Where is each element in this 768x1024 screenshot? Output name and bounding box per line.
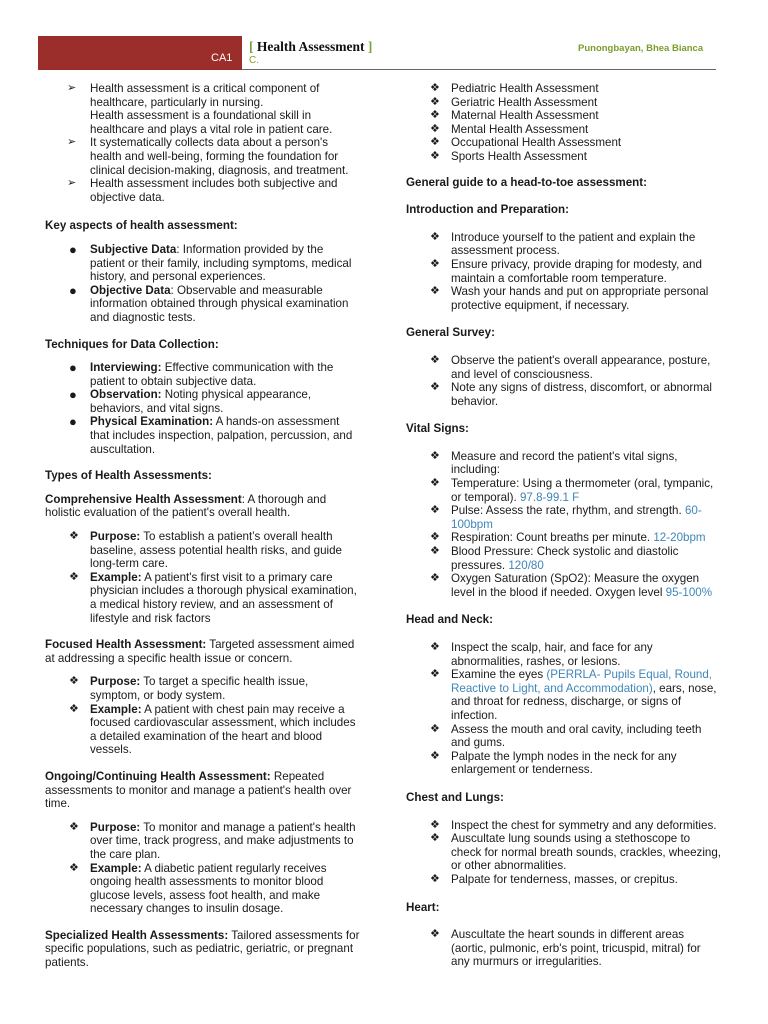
diamond-bullet-icon: ❖ <box>69 675 79 688</box>
list-item: ❖ Temperature: Using a thermometer (oral, tympanic, or temporal). 97.8-99.1 F <box>430 477 714 504</box>
diamond-bullet-icon: ❖ <box>430 122 440 135</box>
document-subtitle: C. <box>249 55 259 66</box>
list-item: ➢ Health assessment is a critical component of healthcare, particularly in nursing. Health assessment is a foundational skill in healthcare and plays a vital role in patient care. <box>67 82 333 136</box>
techniques-list <box>45 361 360 456</box>
diamond-bullet-icon: ❖ <box>430 545 440 558</box>
diamond-bullet-icon: ❖ <box>430 722 440 735</box>
author-name: Punongbayan, Bhea Bianca <box>578 43 704 54</box>
list-item: ❖ Respiration: Count breaths per minute. 12-20bpm <box>430 531 706 545</box>
list-item: ❖ Inspect the chest for symmetry and any deformities. <box>430 818 717 832</box>
arrow-bullet-icon: ➢ <box>67 177 77 190</box>
key-aspects-heading: Key aspects of health assessment: <box>45 219 238 233</box>
title-text: Health Assessment <box>256 39 365 54</box>
intro-list <box>45 82 360 204</box>
list-item: ❖ Pediatric Health Assessment <box>430 82 599 95</box>
list-item: ❖ Geriatric Health Assessment <box>430 95 598 109</box>
list-item: ❖ Blood Pressure: Check systolic and diastolic pressures. 120/80 <box>430 545 679 572</box>
head-neck-heading: Head and Neck: <box>406 613 493 627</box>
dot-bullet-icon: ● <box>69 282 77 298</box>
document-header <box>0 36 768 70</box>
list-item: ● Physical Examination: A hands-on assessment that includes inspection, palpation, percussion, and auscultation. <box>69 414 353 456</box>
pulse-range: 60-100bpm <box>451 504 702 531</box>
list-item: ❖ Measure and record the patient's vital signs, including: <box>430 449 678 477</box>
list-item: ❖ Wash your hands and put on appropriate personal protective equipment, if necessary. <box>430 285 709 312</box>
head-to-toe-heading: General guide to a head-to-toe assessment: <box>406 175 647 189</box>
head-neck-list <box>406 641 722 777</box>
list-item: ● Subjective Data: Information provided by the patient or their family, including symptoms, medical history, and personal experiences. <box>69 241 352 284</box>
list-item: ❖ Purpose: To establish a patient’s overall health baseline, assess potential health risks, and guide long-term care. <box>69 530 342 571</box>
key-aspects-list <box>45 243 360 325</box>
title-bracket-open: [ <box>249 39 254 54</box>
diamond-bullet-icon: ❖ <box>69 861 79 874</box>
diamond-bullet-icon: ❖ <box>430 641 440 653</box>
document-title <box>249 39 372 55</box>
comprehensive-paragraph: Comprehensive Health Assessment: A thorough and holistic evaluation of the patient's overall health. <box>45 492 327 520</box>
perrla-note: (PERRLA- Pupils Equal, Round, Reactive to Light, and Accommodation) <box>451 668 713 695</box>
diamond-bullet-icon: ❖ <box>69 820 79 833</box>
diamond-bullet-icon: ❖ <box>69 530 79 543</box>
diamond-bullet-icon: ❖ <box>430 353 440 366</box>
diamond-bullet-icon: ❖ <box>69 702 79 715</box>
list-item: ❖ Example: A diabetic patient regularly receives ongoing health assessments to monitor blood glucose levels, assess foot health, and make necessary changes to insulin dosage. <box>69 861 327 916</box>
diamond-bullet-icon: ❖ <box>430 136 440 149</box>
dot-bullet-icon: ● <box>69 241 77 257</box>
diamond-bullet-icon: ❖ <box>430 531 440 544</box>
diamond-bullet-icon: ❖ <box>430 477 440 490</box>
dot-bullet-icon: ● <box>69 360 77 376</box>
heart-list <box>406 928 722 969</box>
diamond-bullet-icon: ❖ <box>430 872 440 885</box>
focused-paragraph: Focused Health Assessment: Targeted assessment aimed at addressing a specific health issue or concern. <box>45 638 355 665</box>
list-item: ❖ Purpose: To monitor and manage a patient's health over time, track progress, and make adjustments to the care plan. <box>69 820 356 861</box>
diamond-bullet-icon: ❖ <box>430 109 440 122</box>
diamond-bullet-icon: ❖ <box>430 257 440 270</box>
list-item: ➢ Health assessment includes both subjective and objective data. <box>67 177 338 204</box>
list-item: ❖ Palpate the lymph nodes in the neck for any enlargement or tenderness. <box>430 749 677 777</box>
list-item: ❖ Example: A patient's first visit to a primary care physician includes a thorough physical examination, a medical history review, and an assessment of lifestyle and risk factors <box>69 570 357 625</box>
oxygen-range: 95-100% <box>665 585 713 599</box>
list-item: ❖ Ensure privacy, provide draping for modesty, and maintain a comfortable room temperature. <box>430 257 702 285</box>
list-item: ❖ Occupational Health Assessment <box>430 136 622 150</box>
dot-bullet-icon: ● <box>69 414 77 430</box>
diamond-bullet-icon: ❖ <box>430 668 440 681</box>
diamond-bullet-icon: ❖ <box>430 230 440 243</box>
ongoing-paragraph: Ongoing/Continuing Health Assessment: Repeated assessments to monitor and manage a patient's health over time. <box>45 769 352 811</box>
intro-prep-heading: Introduction and Preparation: <box>406 203 569 217</box>
diamond-bullet-icon: ❖ <box>430 149 440 162</box>
diamond-bullet-icon: ❖ <box>430 928 440 941</box>
types-heading: Types of Health Assessments: <box>45 469 212 483</box>
list-item: ❖ Observe the patient's overall appearance, posture, and level of consciousness. <box>430 353 711 381</box>
list-item: ❖ Note any signs of distress, discomfort, or abnormal behavior. <box>430 381 712 408</box>
diamond-bullet-icon: ❖ <box>430 381 440 394</box>
techniques-heading: Techniques for Data Collection: <box>45 337 219 351</box>
specialized-paragraph: Specialized Health Assessments: Tailored assessments for specific populations, such as pediatric, geriatric, or pregnant patients. <box>45 928 360 970</box>
arrow-bullet-icon: ➢ <box>67 136 77 149</box>
dot-bullet-icon: ● <box>69 387 77 403</box>
diamond-bullet-icon: ❖ <box>430 285 440 298</box>
title-bracket-close: ] <box>367 39 373 54</box>
diamond-bullet-icon: ❖ <box>430 818 440 831</box>
list-item: ❖ Pulse: Assess the rate, rhythm, and strength. 60-100bpm <box>430 504 702 531</box>
diamond-bullet-icon: ❖ <box>430 449 440 462</box>
respiration-range: 12-20bpm <box>653 531 706 545</box>
list-item: ❖ Mental Health Assessment <box>430 122 589 136</box>
blood-pressure-value: 120/80 <box>508 558 544 572</box>
list-item: ❖ Examine the eyes (PERRLA- Pupils Equal, Round, Reactive to Light, and Accommodation), ears, nose, and throat for redness, discharge, or signs of infection. <box>430 668 717 722</box>
list-item: ● Observation: Noting physical appearance, behaviors, and vital signs. <box>69 387 312 415</box>
general-survey-heading: General Survey: <box>406 326 495 340</box>
comprehensive-list <box>45 530 360 625</box>
diamond-bullet-icon: ❖ <box>430 82 440 94</box>
right-column <box>406 82 722 978</box>
list-item: ● Interviewing: Effective communication with the patient to obtain subjective data. <box>69 360 334 388</box>
vital-signs-list <box>406 450 722 600</box>
diamond-bullet-icon: ❖ <box>430 572 440 585</box>
list-item: ❖ Auscultate the heart sounds in different areas (aortic, pulmonic, erb's point, tricuspid, mitral) for any murmurs or irregularities. <box>430 928 701 969</box>
diamond-bullet-icon: ❖ <box>430 95 440 108</box>
list-item: ❖ Palpate for tenderness, masses, or crepitus. <box>430 872 678 886</box>
chest-lungs-heading: Chest and Lungs: <box>406 790 504 804</box>
list-item: ❖ Introduce yourself to the patient and explain the assessment process. <box>430 230 696 258</box>
list-item: ❖ Assess the mouth and oral cavity, including teeth and gums. <box>430 722 702 750</box>
heart-heading: Heart: <box>406 900 440 914</box>
specialized-types-list <box>406 82 722 164</box>
list-item: ❖ Inspect the scalp, hair, and face for any abnormalities, rashes, or lesions. <box>430 641 653 668</box>
focused-list <box>45 675 360 757</box>
intro-prep-list <box>406 231 722 313</box>
list-item: ❖ Oxygen Saturation (SpO2): Measure the oxygen level in the blood if needed. Oxygen level 95-100% <box>430 572 713 599</box>
list-item: ● Objective Data: Observable and measurable information obtained through physical examination and diagnostic tests. <box>69 282 349 324</box>
diamond-bullet-icon: ❖ <box>430 832 440 845</box>
diamond-bullet-icon: ❖ <box>430 749 440 762</box>
general-survey-list <box>406 354 722 408</box>
list-item: ➢ It systematically collects data about a person's health and well-being, forming the foundation for clinical decision-making, diagnosis, and treatment. <box>67 136 349 177</box>
list-item: ❖ Auscultate lung sounds using a stethoscope to check for normal breath sounds, crackles, wheezing, or other abnormalities. <box>430 832 722 873</box>
list-item: ❖ Example: A patient with chest pain may receive a focused cardiovascular assessment, which includes a detailed examination of the heart and blood vessels. <box>69 702 356 757</box>
left-column <box>45 82 360 979</box>
diamond-bullet-icon: ❖ <box>430 504 440 517</box>
list-item: ❖ Sports Health Assessment <box>430 149 587 163</box>
temperature-range: 97.8-99.1 F <box>519 490 580 504</box>
section-label: CA1 <box>211 52 233 64</box>
ongoing-list <box>45 821 360 916</box>
vital-signs-heading: Vital Signs: <box>406 422 469 436</box>
header-divider <box>242 69 716 70</box>
chest-lungs-list <box>406 819 722 887</box>
list-item: ❖ Purpose: To target a specific health issue, symptom, or body system. <box>69 675 309 702</box>
list-item: ❖ Maternal Health Assessment <box>430 109 599 123</box>
diamond-bullet-icon: ❖ <box>69 570 79 583</box>
arrow-bullet-icon: ➢ <box>67 82 77 94</box>
